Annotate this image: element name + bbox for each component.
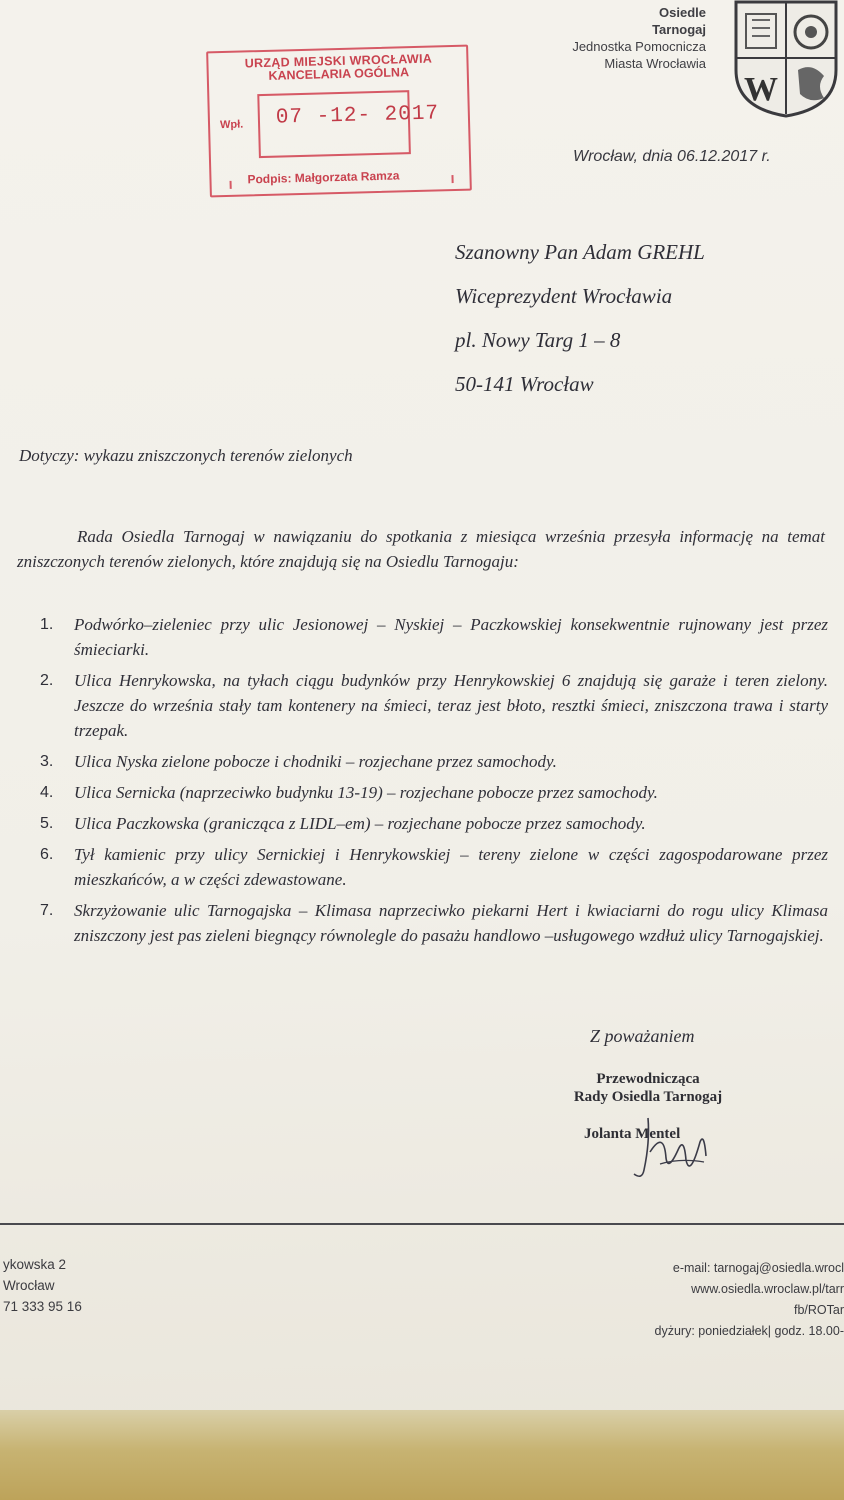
list-item-text: Skrzyżowanie ulic Tarnogajska – Klimasa naprzeciwko piekarni Hert i kwiaciarni do rogu ulicy Klimasa zniszczony jest pas zieleni biegnący równolegle do pasażu handlowo –usługowego wzdłuż ulicy Tarnogajskiej. bbox=[74, 901, 828, 945]
list-item-text: Ulica Paczkowska (granicząca z LIDL–em) – rozjechane pobocze przez samochody. bbox=[74, 814, 646, 833]
list-item-text: Ulica Sernicka (naprzeciwko budynku 13-19) – rozjechane pobocze przez samochody. bbox=[74, 783, 658, 802]
list-item bbox=[38, 749, 828, 774]
list-item bbox=[38, 842, 828, 892]
list-item-number: 4. bbox=[40, 784, 54, 801]
footer-office-hours: dyżury: poniedziałek| godz. 18.00- bbox=[654, 1324, 844, 1338]
list-item-text: Tył kamienic przy ulicy Sernickiej i Henrykowskiej – tereny zielone w części zagospodarowane przez mieszkańców, a w części zdewastowane. bbox=[74, 845, 828, 889]
list-item-number: 5. bbox=[40, 815, 54, 832]
footer-city: Wrocław bbox=[3, 1278, 55, 1293]
list-item bbox=[38, 780, 828, 805]
stamp-date: 07 -12- 2017 bbox=[275, 102, 440, 130]
footer-facebook: fb/ROTar bbox=[793, 1303, 844, 1317]
list-item bbox=[38, 811, 828, 836]
org-name-line1: Osiedle bbox=[659, 5, 706, 20]
signatory-title bbox=[548, 1070, 748, 1106]
organization-header bbox=[572, 4, 706, 72]
damage-list bbox=[38, 612, 828, 954]
list-item-text: Ulica Nyska zielone pobocze i chodniki – rozjechane przez samochody. bbox=[74, 752, 557, 771]
stamp-office-name: URZĄD MIEJSKI WROCŁAWIA bbox=[244, 51, 433, 71]
footer-email: e-mail: tarnogaj@osiedla.wrocl bbox=[672, 1261, 844, 1275]
footer-contact bbox=[655, 1258, 844, 1342]
desk-surface bbox=[0, 1410, 844, 1500]
org-name-line2: Tarnogaj bbox=[652, 22, 706, 37]
addressee-city: 50-141 Wrocław bbox=[455, 372, 594, 396]
org-name-line3: Jednostka Pomocnicza bbox=[572, 39, 706, 54]
addressee-title: Wiceprezydent Wrocławia bbox=[455, 284, 673, 308]
intro-paragraph: Rada Osiedla Tarnogaj w nawiązaniu do spotkania z miesiąca września przesyła informację na temat zniszczonych terenów zielonych, które znajdują się na Osiedlu Tarnogaju: bbox=[17, 527, 825, 571]
list-item-text: Podwórko–zieleniec przy ulic Jesionowej – Nyskiej – Paczkowskiej konsekwentnie rujnowany jest przez śmieciarki. bbox=[74, 615, 828, 659]
place-and-date: Wrocław, dnia 06.12.2017 r. bbox=[573, 148, 771, 165]
closing-salutation: Z poważaniem bbox=[590, 1026, 695, 1046]
coat-of-arms-icon bbox=[732, 0, 840, 118]
registry-stamp bbox=[206, 45, 472, 198]
signatory-title-line2: Rady Osiedla Tarnogaj bbox=[573, 1089, 723, 1105]
list-item-number: 1. bbox=[40, 616, 54, 633]
signatory-title-line1: Przewodnicząca bbox=[596, 1071, 700, 1087]
list-item-number: 2. bbox=[40, 672, 54, 689]
list-item-number: 3. bbox=[40, 753, 54, 770]
addressee-name: Szanowny Pan Adam GREHL bbox=[455, 240, 705, 264]
list-item bbox=[38, 612, 828, 662]
addressee-street: pl. Nowy Targ 1 – 8 bbox=[455, 328, 621, 352]
footer-website: www.osiedla.wroclaw.pl/tarr bbox=[691, 1282, 844, 1296]
list-item bbox=[38, 898, 828, 948]
stamp-department: KANCELARIA OGÓLNA bbox=[268, 65, 410, 83]
handwritten-signature-icon bbox=[620, 1112, 720, 1192]
subject-line: Dotyczy: wykazu zniszczonych terenów zielonych bbox=[19, 446, 353, 465]
stamp-signature-label: Podpis: Małgorzata Ramza bbox=[247, 168, 400, 187]
footer-address bbox=[3, 1254, 82, 1317]
stamp-received-label: Wpł. bbox=[219, 118, 244, 132]
stamp-corner-mark bbox=[451, 175, 453, 183]
footer-phone: 71 333 95 16 bbox=[3, 1299, 82, 1314]
svg-text:W: W bbox=[744, 71, 778, 108]
footer-divider bbox=[0, 1223, 844, 1225]
list-item bbox=[38, 668, 828, 743]
list-item-text: Ulica Henrykowska, na tyłach ciągu budynków przy Henrykowskiej 6 znajdują się garaże i teren zielony. Jeszcze do września stały tam kontenery na śmieci, teraz jest błoto, resztki śmieci, zniszczona trawa i starty trzepak. bbox=[74, 671, 828, 740]
list-item-number: 7. bbox=[40, 902, 54, 919]
list-item-number: 6. bbox=[40, 846, 54, 863]
signatory-name: Jolanta Mentel bbox=[584, 1126, 681, 1142]
org-name-line4: Miasta Wrocławia bbox=[604, 56, 706, 71]
footer-street: ykowska 2 bbox=[3, 1257, 67, 1272]
addressee-block bbox=[455, 230, 705, 406]
stamp-corner-mark bbox=[230, 181, 232, 189]
